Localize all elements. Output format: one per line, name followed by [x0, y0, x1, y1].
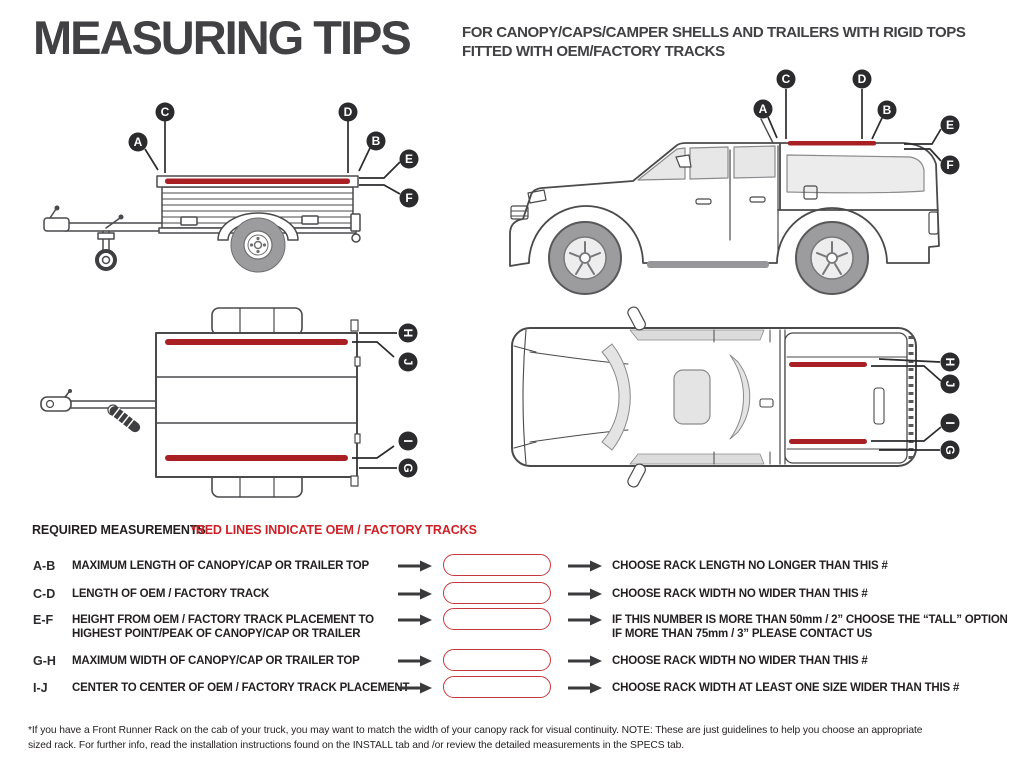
callout-b — [878, 101, 897, 120]
measurement-row-g-h — [0, 654, 1024, 668]
svg-text:B: B — [371, 134, 381, 149]
trailer-drawbar — [44, 206, 165, 232]
arrow-right-icon — [398, 682, 432, 694]
svg-text:H: H — [942, 357, 957, 367]
recommendation-text: IF THIS NUMBER IS MORE THAN 50mm / 2” CHOOSE THE “TALL” OPTION IF MORE THAN 75mm / 3” PLEASE CONTACT US — [612, 614, 1008, 640]
svg-text:C: C — [160, 105, 170, 120]
measurement-code: A-B — [33, 559, 56, 573]
callout-g — [399, 459, 418, 478]
measurement-row-a-b — [0, 559, 1024, 573]
factory-track-red-line — [165, 179, 350, 185]
callout-j — [941, 375, 960, 394]
truck-top-callouts — [941, 353, 960, 460]
factory-track-red-line — [789, 362, 867, 367]
measurement-description: LENGTH OF OEM / FACTORY TRACK — [72, 588, 270, 600]
section-title: REQUIRED MEASUREMENTS — [32, 523, 206, 537]
callout-e — [400, 150, 419, 169]
recommendation-text: CHOOSE RACK WIDTH AT LEAST ONE SIZE WIDER THAN THIS # — [612, 682, 960, 694]
measurement-row-c-d — [0, 587, 1024, 601]
recommendation-text: CHOOSE RACK WIDTH NO WIDER THAN THIS # — [612, 655, 868, 667]
measurement-row-i-j — [0, 681, 1024, 695]
measurement-code: G-H — [33, 654, 56, 668]
callout-j — [399, 353, 418, 372]
callout-i — [399, 432, 418, 451]
footnote-line-2: sized rack. For further info, read the installation instructions found on the INSTALL tab and /or review the detailed measurements in the SPECS tab. — [28, 740, 684, 751]
callout-d — [853, 70, 872, 89]
measurement-code: E-F — [33, 613, 54, 627]
arrow-right-icon — [398, 588, 432, 600]
footnote-line-1: *If you have a Front Runner Rack on the cab of your truck, you may want to match the width of your canopy rack for visual continuity. NOTE: These are just guidelines to help you choose an appropriate — [28, 725, 923, 736]
callout-a — [129, 133, 148, 152]
trailer-top-view-diagram — [25, 300, 475, 505]
callout-c — [777, 70, 796, 89]
svg-text:D: D — [343, 105, 353, 120]
svg-text:E: E — [404, 152, 414, 167]
page-subtitle-line-1: FOR CANOPY/CAPS/CAMPER SHELLS AND TRAILERS WITH RIGID TOPS — [462, 24, 966, 41]
measurement-input-e-f[interactable] — [443, 608, 551, 630]
svg-text:C: C — [781, 72, 791, 87]
measurement-description: MAXIMUM LENGTH OF CANOPY/CAP OR TRAILER TOP — [72, 560, 370, 572]
svg-text:G: G — [400, 463, 415, 473]
callout-f — [941, 156, 960, 175]
page-subtitle — [462, 23, 966, 61]
arrow-right-icon — [568, 560, 602, 572]
measurement-description: CENTER TO CENTER OF OEM / FACTORY TRACK PLACEMENT — [72, 682, 410, 694]
measurement-row-e-f — [0, 613, 1024, 640]
factory-track-red-line — [165, 339, 348, 345]
callout-b — [367, 132, 386, 151]
callout-h — [941, 353, 960, 372]
callout-g — [941, 441, 960, 460]
svg-text:J: J — [942, 380, 957, 388]
truck-side-view-diagram — [480, 60, 1024, 305]
svg-text:D: D — [857, 72, 867, 87]
arrow-right-icon — [398, 614, 432, 626]
red-lines-legend-note: *RED LINES INDICATE OEM / FACTORY TRACKS — [191, 523, 477, 537]
footnote — [28, 723, 922, 753]
arrow-right-icon — [398, 655, 432, 667]
trailer-top-body — [156, 320, 360, 486]
page-subtitle-line-2: FITTED WITH OEM/FACTORY TRACKS — [462, 43, 725, 60]
callout-i — [941, 414, 960, 433]
svg-text:J: J — [400, 358, 415, 366]
callout-a — [754, 100, 773, 119]
arrow-right-icon — [398, 560, 432, 572]
factory-track-red-line — [789, 439, 867, 444]
arrow-right-icon — [568, 588, 602, 600]
measurement-input-a-b[interactable] — [443, 554, 551, 576]
page-title: MEASURING TIPS — [33, 11, 410, 64]
svg-text:I: I — [400, 439, 415, 443]
measurement-input-c-d[interactable] — [443, 582, 551, 604]
measurement-input-i-j[interactable] — [443, 676, 551, 698]
trailer-top-drawbar — [41, 389, 156, 434]
arrow-right-icon — [568, 614, 602, 626]
measurement-description: HEIGHT FROM OEM / FACTORY TRACK PLACEMENT TO HIGHEST POINT/PEAK OF CANOPY/CAP OR TRAILER — [72, 614, 374, 640]
trailer-wheel — [218, 213, 298, 272]
callout-h — [399, 324, 418, 343]
measurement-code: I-J — [33, 681, 48, 695]
factory-track-red-line — [165, 455, 348, 461]
callout-f — [400, 189, 419, 208]
callout-e — [941, 116, 960, 135]
trailer-top-callouts — [399, 324, 418, 478]
svg-text:E: E — [945, 118, 955, 133]
svg-text:F: F — [946, 158, 954, 173]
svg-text:G: G — [942, 445, 957, 455]
factory-track-red-line — [788, 141, 876, 146]
svg-text:A: A — [758, 102, 768, 117]
svg-text:H: H — [400, 328, 415, 338]
arrow-right-icon — [568, 682, 602, 694]
measurement-description: MAXIMUM WIDTH OF CANOPY/CAP OR TRAILER TOP — [72, 655, 360, 667]
measurement-code: C-D — [33, 587, 56, 601]
truck-top-view-diagram — [480, 300, 1024, 505]
svg-text:F: F — [405, 191, 413, 206]
recommendation-text: CHOOSE RACK LENGTH NO LONGER THAN THIS # — [612, 560, 888, 572]
svg-text:A: A — [133, 135, 143, 150]
svg-text:B: B — [882, 103, 892, 118]
svg-text:I: I — [942, 421, 957, 425]
arrow-right-icon — [568, 655, 602, 667]
callout-c — [156, 103, 175, 122]
recommendation-text: CHOOSE RACK WIDTH NO WIDER THAN THIS # — [612, 588, 868, 600]
trailer-side-view-diagram — [25, 90, 475, 305]
measurement-input-g-h[interactable] — [443, 649, 551, 671]
trailer-top-rail — [157, 176, 358, 187]
callout-d — [339, 103, 358, 122]
